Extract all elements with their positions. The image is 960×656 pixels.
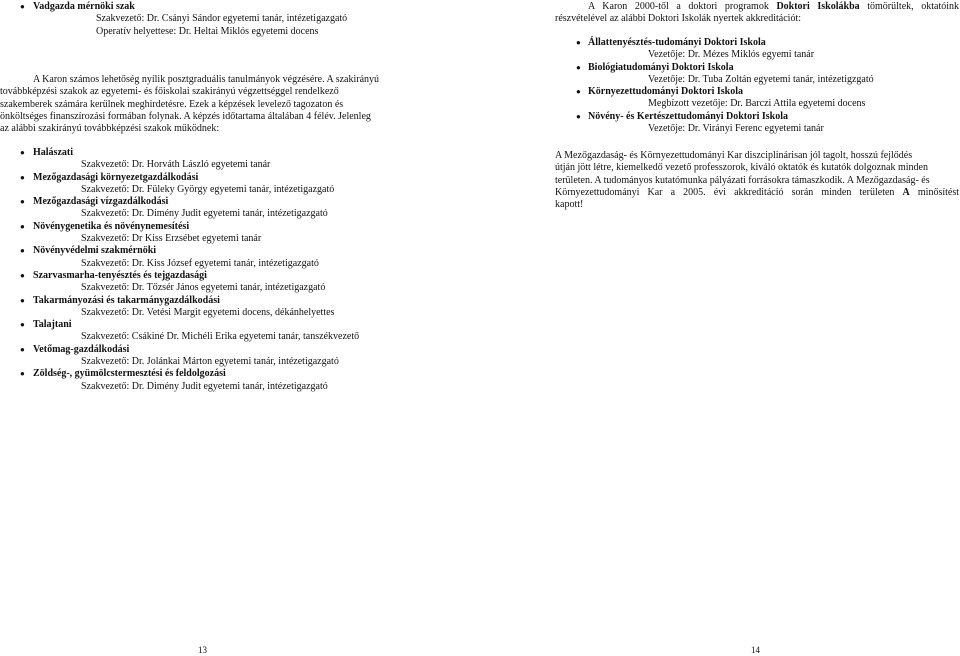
program-deputy: Operatív helyettese: Dr. Heltai Miklós egyetemi docens [96, 25, 319, 37]
intro-line: továbbképzési szakok az egyetemi- és főiskolai szakirányú végzettséggel rendelkező [0, 86, 339, 98]
program-head: Szakvezető: Dr. Tőzsér János egyetemi tanár, intézetigazgató [81, 282, 326, 294]
school-title: Környezettudományi Doktori Iskola [588, 86, 743, 98]
program-list [0, 147, 402, 393]
program-head: Szakvezető: Dr. Dimény Judit egyetemi tanár, intézetigazgató [81, 380, 328, 392]
program-title: Zöldség-, gyümölcstermesztési és feldolgozási [33, 368, 226, 380]
bullet-icon: ● [576, 38, 581, 47]
program-item [0, 368, 402, 393]
program-item [0, 270, 402, 295]
program-head: Szakvezető: Dr. Vetési Margit egyetemi docens, dékánhelyettes [81, 306, 335, 318]
program-item [0, 295, 402, 320]
program-head: Szakvezető: Dr. Csányi Sándor egyetemi tanár, intézetigazgató [96, 13, 348, 25]
intro-line: szakemberek számára kerülnek meghirdetésre. Ezek a képzések levelező tagozaton és [0, 98, 344, 110]
school-head: Vezetője: Dr. Virányi Ferenc egyetemi tanár [648, 123, 824, 135]
school-title: Biológiatudományi Doktori Iskola [588, 61, 734, 73]
program-item [0, 344, 402, 369]
doctoral-school-item [555, 62, 959, 87]
school-head: Vezetője: Dr. Tuba Zoltán egyetemi tanár, intézetigzgató [648, 73, 874, 85]
bullet-icon: ● [20, 2, 25, 11]
doctoral-school-item [555, 111, 959, 136]
closing-text: minősítést [909, 186, 959, 198]
program-item [0, 196, 402, 221]
program-item [0, 319, 402, 344]
bullet-icon: ● [576, 87, 581, 97]
program-item [0, 147, 402, 172]
program-head: Szakvezető: Dr. Jolánkai Márton egyetemi tanár, intézetigazgató [81, 356, 339, 368]
page-number: 13 [198, 645, 207, 655]
closing-line: kapott! [555, 199, 584, 211]
school-head: Vezetője: Dr. Mézes Miklós egyemi tanár [648, 49, 815, 61]
bullet-icon: ● [20, 295, 25, 305]
doctoral-school-item [555, 37, 959, 62]
bullet-icon: ● [20, 148, 25, 157]
bullet-icon: ● [20, 270, 25, 280]
program-head: Szakvezető: Dr. Horváth László egyetemi tanár [81, 159, 271, 171]
closing-line: A Mezőgazdaság- és Környezettudományi Kar diszciplinárisan jól tagolt, hosszú fejlődés [555, 150, 913, 161]
page-number: 14 [751, 645, 760, 655]
intro-line: A Karon számos lehetőség nyílik posztgraduális tanulmányok végzésére. A szakirányú [33, 74, 380, 85]
program-head: Szakvezető: Dr. Füleky György egyetemi tanár, intézetigazgató [81, 183, 335, 195]
closing-line: útján jött létre, kiemelkedő vezető professzorok, kiváló oktatók és kutatók dolgoznak minden [555, 162, 928, 174]
bullet-icon: ● [20, 221, 25, 231]
school-title: Növény- és Kertészettudományi Doktori Iskola [588, 110, 788, 122]
program-vadgazda [0, 1, 402, 38]
doctoral-intro-bold: Doktori Iskolákba [776, 1, 860, 12]
bullet-icon: ● [20, 320, 25, 330]
program-item [0, 221, 402, 246]
program-head: Szakvezető: Dr. Kiss József egyetemi tanár, intézetigazgató [81, 257, 319, 269]
program-title: Talajtani [33, 319, 72, 331]
program-title: Halászati [33, 147, 73, 158]
doctoral-intro [555, 1, 959, 26]
program-head: Szakvezető: Dr. Dimény Judit egyetemi tanár, intézetigazgató [81, 208, 328, 220]
program-title: Növénygenetika és növénynemesítési [33, 220, 190, 232]
closing-text: Környezettudományi Kar a 2005. évi akkreditáció során minden területen [555, 186, 903, 198]
program-title: Takarmányozási és takarmánygazdálkodási [33, 294, 220, 306]
closing-bold: A [902, 186, 910, 198]
program-title: Vetőmag-gazdálkodási [33, 343, 130, 355]
bullet-icon: ● [20, 197, 25, 207]
doctoral-school-item [555, 86, 959, 111]
program-item [0, 245, 402, 270]
closing-line: területen. A tudományos kutatómunka pályázati forrásokra támaszkodik. A Mezőgazdaság- és [555, 174, 930, 186]
bullet-icon: ● [20, 369, 25, 379]
doctoral-school-list [555, 37, 959, 135]
program-title: Növényvédelmi szakmérnöki [33, 245, 157, 257]
intro-paragraph [0, 74, 402, 135]
school-head: Megbízott vezetője: Dr. Barczi Attila egyetemi docens [648, 98, 866, 110]
program-title: Mezőgazdasági környezetgazdálkodási [33, 171, 199, 183]
doctoral-intro-text: A Karon 2000-től a doktori programok [588, 1, 777, 12]
school-title: Állattenyésztés-tudományi Doktori Iskola [588, 37, 766, 48]
bullet-icon: ● [20, 172, 25, 182]
bullet-icon: ● [576, 62, 581, 72]
program-item [0, 172, 402, 197]
doctoral-intro-text: tömörültek, oktatóink részvételével az alábbi Doktori Iskolák nyertek akkreditációt: [555, 1, 960, 25]
program-title: Mezőgazdasági vízgazdálkodási [33, 196, 169, 208]
program-head: Szakvezető: Dr Kiss Erzsébet egyetemi tanár [81, 233, 262, 245]
program-title: Vadgazda mérnöki szak [33, 1, 135, 12]
program-head: Szakvezető: Csákiné Dr. Michéli Erika egyetemi tanár, tanszékvezető [81, 331, 360, 343]
closing-line [555, 187, 959, 199]
program-title: Szarvasmarha-tenyésztés és tejgazdasági [33, 269, 207, 281]
bullet-icon: ● [20, 344, 25, 354]
bullet-icon: ● [20, 246, 25, 256]
closing-paragraph [555, 150, 959, 211]
bullet-icon: ● [576, 111, 581, 121]
intro-line: önköltséges finanszírozási formában folynak. A képzés időtartama általában 4 félév. Jelenleg [0, 110, 371, 122]
intro-line: az alábbi szakirányú továbbképzési szakok működnek: [0, 123, 220, 135]
